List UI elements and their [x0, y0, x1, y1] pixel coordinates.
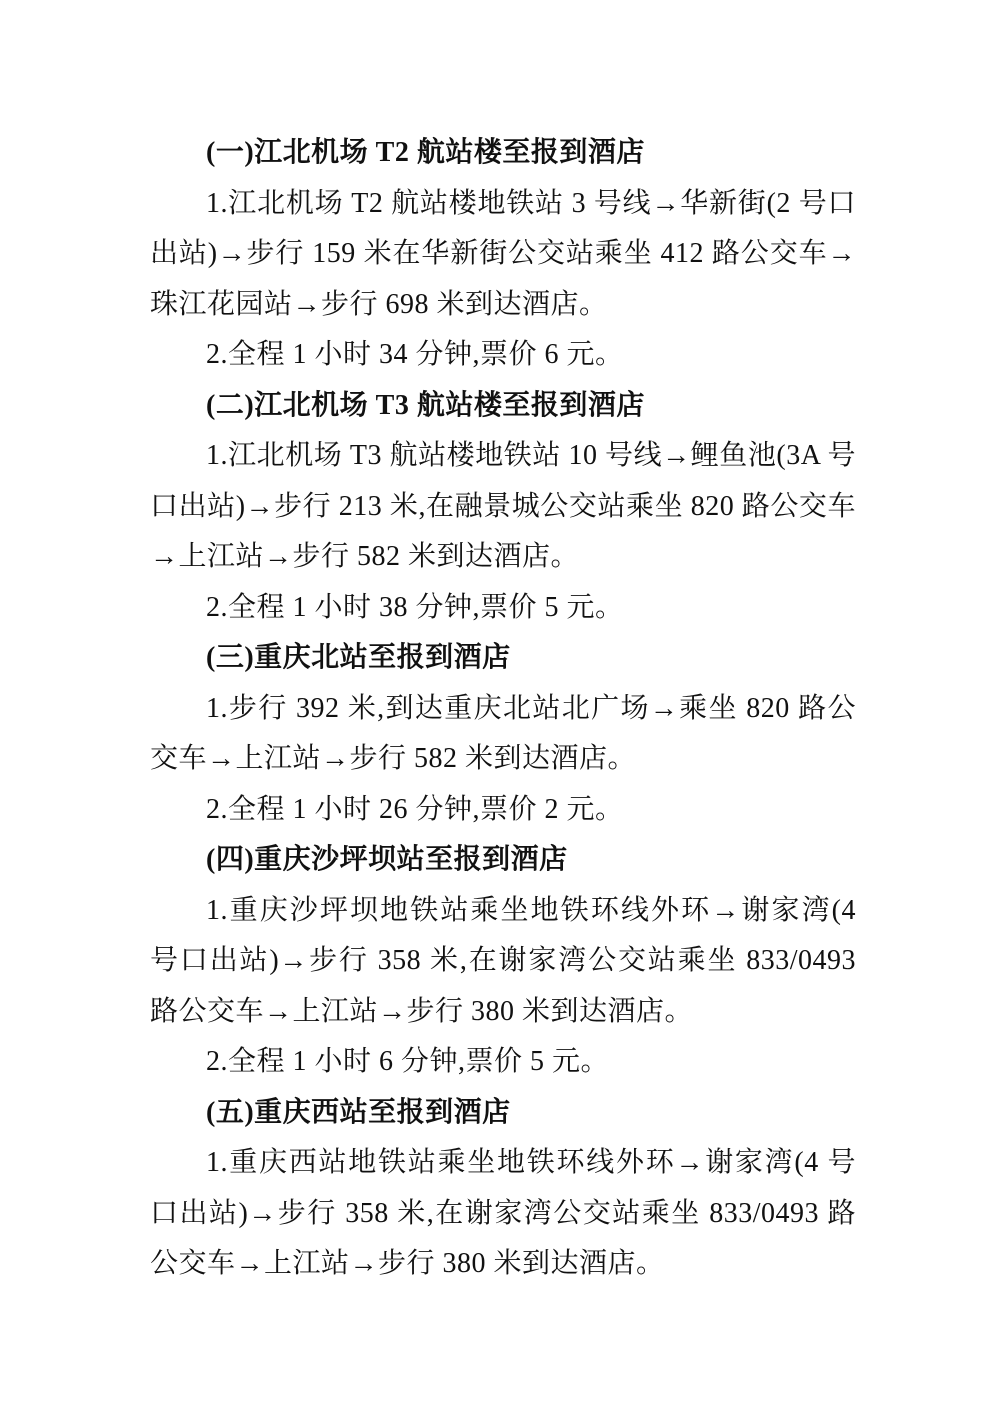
section-shapingba-station	[150, 835, 856, 1088]
section-heading: (四)重庆沙坪坝站至报到酒店	[206, 844, 568, 875]
document-body	[150, 128, 856, 1290]
route-paragraph: 1.江北机场 T2 航站楼地铁站 3 号线→华新街(2 号口出站)→步行 159 米在华新街公交站乘坐 412 路公交车→珠江花园站→步行 698 米到达酒店。	[150, 187, 856, 320]
summary-paragraph: 2.全程 1 小时 26 分钟,票价 2 元。	[206, 793, 624, 825]
route-paragraph: 1.重庆沙坪坝地铁站乘坐地铁环线外环→谢家湾(4 号口出站)→步行 358 米,在谢家湾公交站乘坐 833/0493 路公交车→上江站→步行 380 米到达酒店。	[150, 894, 856, 1027]
section-heading: (三)重庆北站至报到酒店	[206, 642, 511, 673]
route-paragraph: 1.重庆西站地铁站乘坐地铁环线外环→谢家湾(4 号口出站)→步行 358 米,在谢家湾公交站乘坐 833/0493 路公交车→上江站→步行 380 米到达酒店。	[150, 1147, 856, 1279]
route-paragraph: 1.江北机场 T3 航站楼地铁站 10 号线→鲤鱼池(3A 号口出站)→步行 213 米,在融景城公交站乘坐 820 路公交车→上江站→步行 582 米到达酒店。	[150, 440, 856, 572]
section-airport-t2	[150, 128, 856, 381]
summary-paragraph: 2.全程 1 小时 6 分钟,票价 5 元。	[206, 1046, 610, 1077]
section-heading: (五)重庆西站至报到酒店	[206, 1096, 511, 1128]
section-chongqing-north-station	[150, 633, 856, 835]
section-heading: (二)江北机场 T3 航站楼至报到酒店	[206, 389, 645, 421]
route-paragraph: 1.步行 392 米,到达重庆北站北广场→乘坐 820 路公交车→上江站→步行 582 米到达酒店。	[150, 692, 856, 774]
section-airport-t3	[150, 381, 856, 634]
summary-paragraph: 2.全程 1 小时 38 分钟,票价 5 元。	[206, 591, 624, 623]
section-heading: (一)江北机场 T2 航站楼至报到酒店	[206, 137, 645, 168]
summary-paragraph: 2.全程 1 小时 34 分钟,票价 6 元。	[206, 339, 624, 370]
section-chongqing-west-station	[150, 1088, 856, 1290]
